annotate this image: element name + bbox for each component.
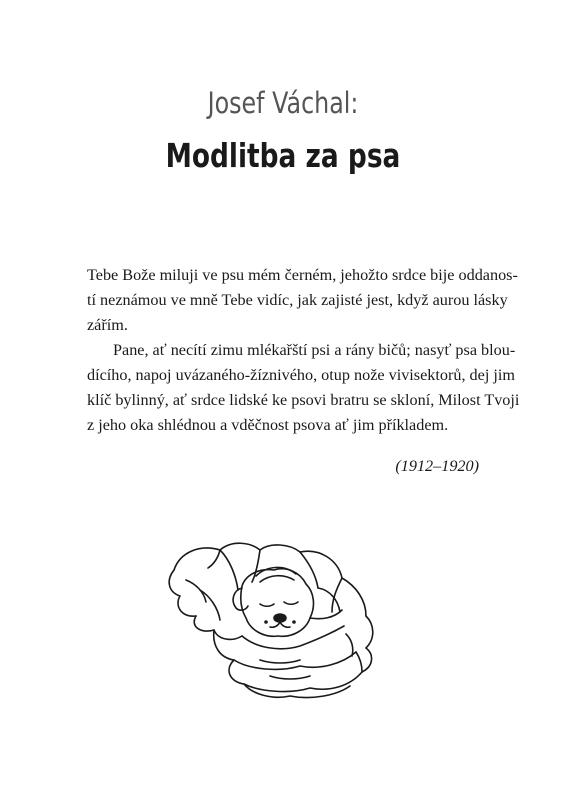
poem-date: (1912–1920) bbox=[395, 457, 479, 475]
author-heading: Josef Váchal: bbox=[207, 86, 359, 120]
sleeping-dog-in-blanket-illustration bbox=[160, 530, 430, 705]
poem-text bbox=[87, 263, 520, 438]
poem-line: Tebe Bože miluji ve psu mém černém, jehožto srdce bije oddanos- bbox=[87, 266, 518, 284]
poem-line: z jeho oka shlédnou a vděčnost psova ať jim příkladem. bbox=[87, 416, 449, 434]
poem-title: Modlitba za psa bbox=[165, 136, 401, 175]
poem-line: zářím. bbox=[87, 316, 128, 334]
poem-line: tí neznámou ve mně Tebe vidíc, jak zajisté jest, když aurou lásky bbox=[87, 291, 508, 309]
poem-line: Pane, ať necítí zimu mlékařští psi a rány bičů; nasyť psa blou- bbox=[113, 341, 516, 359]
poem-line: dícího, napoj uvázaného-žíznivého, otup nože vivisektorů, dej jim bbox=[87, 366, 515, 384]
poem-line: klíč bylinný, ať srdce lidské ke psovi bratru se skloní, Milost Tvoji bbox=[87, 391, 520, 409]
